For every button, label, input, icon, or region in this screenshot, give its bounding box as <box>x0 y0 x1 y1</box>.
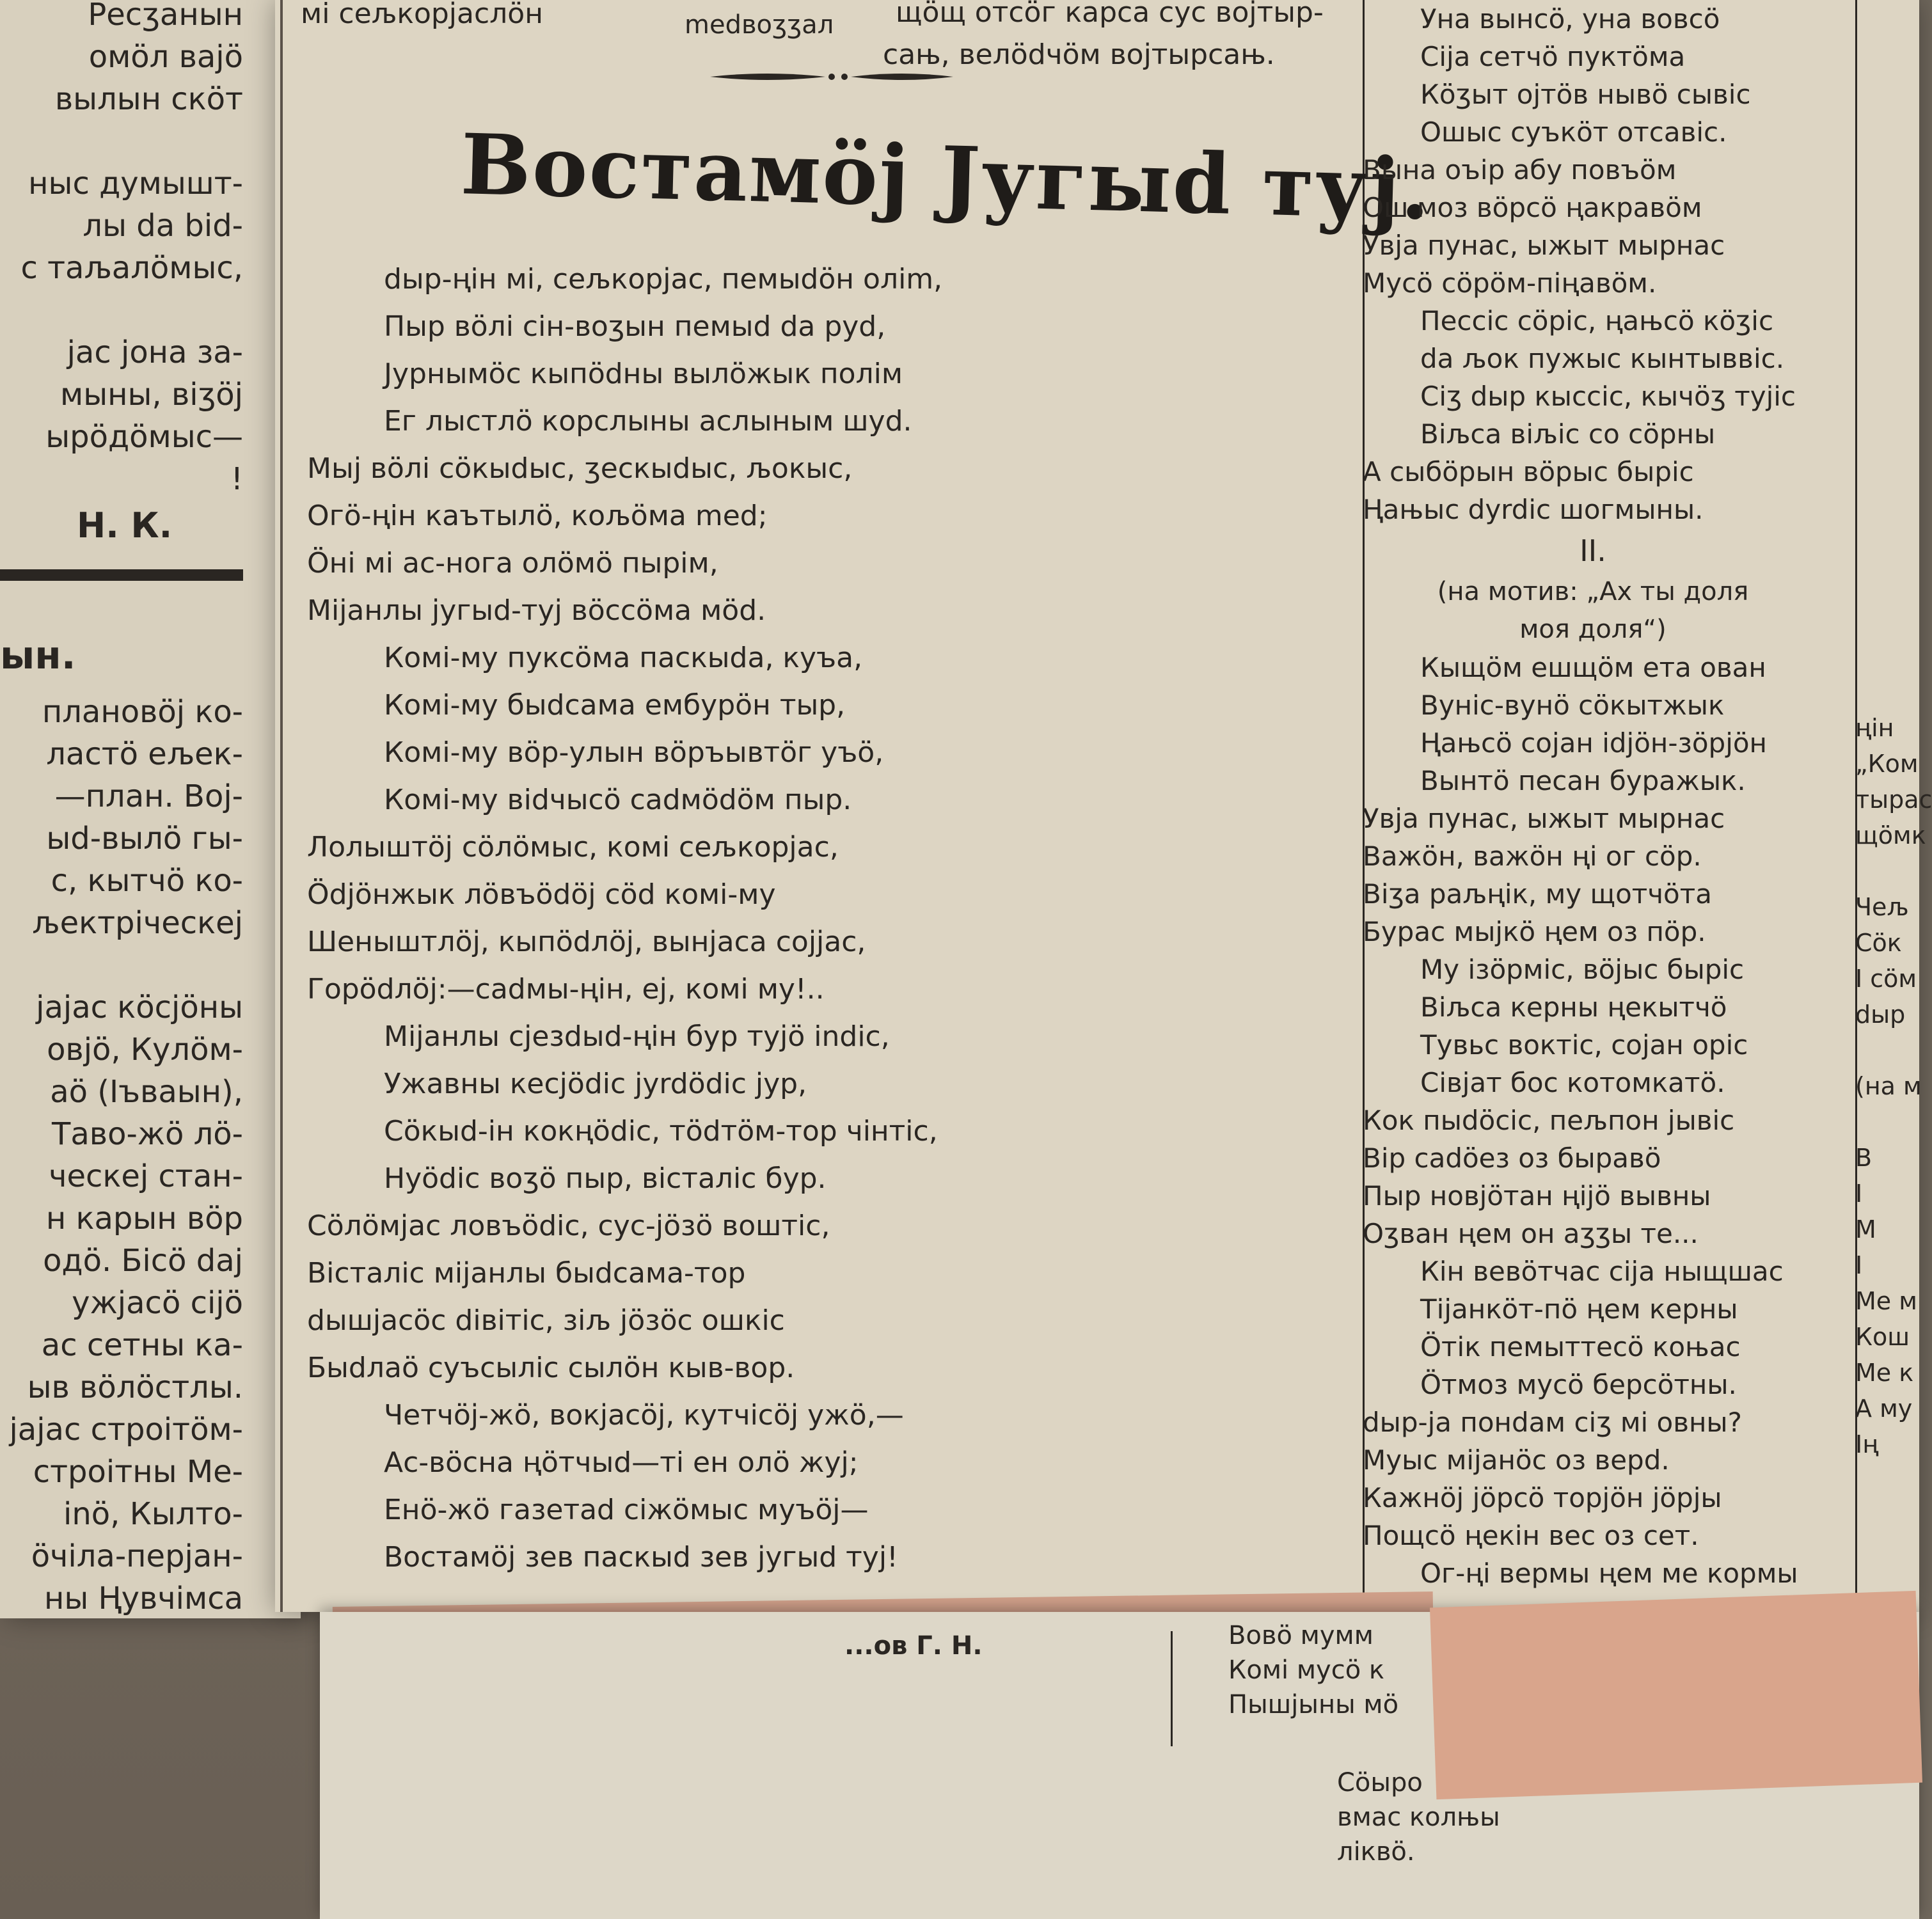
right-poem-line: Кін вевӧтчас сіја ныщшас <box>1420 1256 1784 1287</box>
left-body-line: ыв вӧлӧстлы. <box>27 1370 243 1405</box>
poem-line: Мыј вӧлі сӧкыdыс, ӡескыdыс, љокыс, <box>307 452 853 485</box>
far-right-fragment: Ме к <box>1855 1359 1914 1387</box>
left-body-line: —план. Boj- <box>54 778 243 814</box>
far-right-fragment <box>1855 1032 1919 1068</box>
left-body-line: аӧ (Іъваын), <box>50 1074 243 1110</box>
far-right-fragment: Ме м <box>1855 1287 1917 1315</box>
bottom-rule <box>1171 1631 1173 1746</box>
far-right-fragment: Кош <box>1855 1323 1910 1351</box>
left-body-line: ыd-вылӧ гы- <box>46 821 243 857</box>
left-text-line: лы da bid- <box>83 208 243 244</box>
right-column <box>1363 0 1862 1592</box>
left-divider <box>0 569 243 581</box>
left-body-line: јајас кӧсјӧны <box>36 990 243 1025</box>
right-poem-line: Кажнӧј јӧрсӧ торјӧн јӧрјы <box>1363 1482 1722 1513</box>
right-poem-line: da љок пужыс кынтыввіс. <box>1420 343 1785 374</box>
poem-line: Міјанлы југыd-туј вӧсcӧма мӧd. <box>307 594 766 627</box>
far-right-fragment: тырас <box>1855 786 1932 814</box>
left-body-line: строітны Ме- <box>33 1454 243 1490</box>
poem-line: Сӧлӧмјас ловъӧdіс, сус-јӧзӧ воштіс, <box>307 1210 830 1242</box>
left-heading: ын. <box>0 633 76 678</box>
right-poem-line: Бурас мыјкӧ ңем оз пӧр. <box>1363 916 1706 947</box>
left-text-line: омӧл вајӧ <box>88 39 243 75</box>
poem-title: Востамӧј Југыd туј. <box>459 115 1433 239</box>
far-right-fragment: Сӧк <box>1855 929 1902 957</box>
left-body-line: ӧчіла-перјан- <box>31 1538 243 1574</box>
right-poem-line: Сівјат бос котомкатӧ. <box>1420 1067 1725 1098</box>
right-poem-line: Ӧтік пемыттесӧ коњас <box>1420 1331 1741 1362</box>
left-column-top <box>0 0 243 500</box>
right-poem-line: Муыс міјанӧс оз верd. <box>1363 1444 1670 1476</box>
top-snippet-right-1: щӧщ отсӧг карса сус војтыр- <box>896 0 1324 29</box>
top-snippet-right-2: сањ, велӧdчӧм војтырсањ. <box>883 38 1275 71</box>
poem-line: Ӧdјӧнжык лӧвъӧdӧј сӧd комі-му <box>307 878 776 911</box>
far-right-fragment <box>1855 1104 1919 1140</box>
right-poem-line: Ңањсӧ сојан іdјӧн-зӧрјӧн <box>1420 727 1768 759</box>
far-right-fragment: Ің <box>1855 1430 1879 1458</box>
left-text-line: јас јона за- <box>67 335 243 370</box>
poem-line: Комі-му вӧр-улын вӧръывтӧг уъӧ, <box>384 736 884 769</box>
left-body-line: ужјасӧ сіјӧ <box>72 1285 243 1321</box>
left-body-line: јајас строітӧм- <box>9 1412 243 1448</box>
right-poem-line: Му ізӧрміс, вӧјыс быріс <box>1420 954 1745 985</box>
poem-line: Четчӧј-жӧ, вокјасӧј, кутчісӧј ужӧ,— <box>384 1399 904 1432</box>
poem-line: Комі-му пукcӧма паcкыdа, куъа, <box>384 642 863 674</box>
right-poem-line: Ошыс суъкӧт отсавіс. <box>1420 116 1727 148</box>
poem-line: Горӧdлӧј:—саdмы-ңін, еј, комі му!.. <box>307 973 825 1006</box>
right-poem-line: А сыбӧрын вӧрыс быріс <box>1363 456 1694 487</box>
column-rule-left <box>280 0 283 1612</box>
left-body-line: одӧ. Бісӧ daj <box>43 1243 243 1279</box>
motif-note: моя доля“) <box>1519 615 1667 644</box>
far-right-fragment: ңін <box>1855 714 1894 742</box>
right-poem-line: Ог-ңі вермы ңем ме кормы <box>1420 1558 1798 1589</box>
top-snippet-mid: medвоӡӡал <box>685 10 834 40</box>
poem-line: dыр-ңін мі, сељкорјас, пемыdӧн оліm, <box>384 263 943 296</box>
left-text-line: мыны, віӡӧј <box>60 377 243 413</box>
left-body-line: ны Ңувчімса <box>44 1581 243 1616</box>
bottom-text-1 <box>1228 1618 1398 1722</box>
poem-line: Ӧні мі ас-ногa олӧмӧ пырім, <box>307 547 718 580</box>
right-poem-line: Важӧн, важӧн ңі ог сӧр. <box>1363 841 1702 872</box>
left-body-line: плановӧј ко- <box>42 694 243 730</box>
left-column-body <box>0 691 243 1620</box>
right-poem-line: Тувьс воктіс, сојан оріс <box>1420 1029 1748 1061</box>
poem-line: Лолыштӧј сӧлӧмыс, комі сељкорјас, <box>307 831 839 864</box>
far-right-fragment: В <box>1855 1144 1873 1172</box>
right-poem-line: Вір саdӧез оз быравӧ <box>1363 1142 1661 1174</box>
right-poem-line: Віљса віљіс со сӧрны <box>1420 418 1716 450</box>
poem-line: Комі-му быdсама ембурӧн тыр, <box>384 689 846 722</box>
right-poem-line: Пощсӧ ңекін вес оз сет. <box>1363 1520 1699 1551</box>
right-poem-line: Оӡван ңем он аӡӡы те... <box>1363 1218 1698 1249</box>
bottom-fragment-line: Сӧыро <box>1337 1768 1423 1797</box>
bottom-fragment-line: вмас колњы <box>1337 1803 1500 1832</box>
ornament-divider <box>710 70 953 83</box>
motif-note: (на мотив: „Ах ты доля <box>1437 577 1749 606</box>
far-right-fragment: (на м <box>1855 1072 1922 1100</box>
right-poem-line: Ңањыс dyrdіс шогмыны. <box>1363 494 1704 525</box>
right-poem-line: Вына оъір абу повъӧм <box>1363 154 1677 186</box>
bottom-fragment-line: Комі мусӧ к <box>1228 1655 1385 1685</box>
far-right-fragment: А му <box>1855 1394 1913 1423</box>
poem-line: Вісталіс міјанлы быdсама-тор <box>307 1257 746 1290</box>
right-poem-line: Сіја сетчӧ пуктӧма <box>1420 41 1686 72</box>
bottom-fragment-line: ліквӧ. <box>1337 1837 1415 1867</box>
far-right-column <box>1855 710 1932 1462</box>
left-body-line: іnӧ, Кылто- <box>63 1496 243 1532</box>
far-right-fragment: Чељ <box>1855 893 1909 921</box>
far-right-fragment: І <box>1855 1180 1863 1208</box>
right-poem-line: Кок пыdӧсіс, пељпон јывіс <box>1363 1105 1735 1136</box>
right-poem-line: Увја пунас, ыжыт мырнас <box>1363 230 1725 261</box>
left-body-line: Таво-жӧ лӧ- <box>52 1116 243 1152</box>
top-snippet-left: мі сељкорјаслӧн <box>301 0 543 30</box>
left-text-line: ырӧдӧмыс— <box>45 419 243 455</box>
right-poem-line: Вынтӧ песан буражык. <box>1420 765 1746 796</box>
torn-pink-paper <box>1430 1591 1922 1799</box>
right-poem-line: Увја пунас, ыжыт мырнас <box>1363 803 1725 834</box>
left-text-line <box>0 289 243 331</box>
right-poem-line: Вуніс-вунӧ сӧкытжык <box>1420 690 1725 721</box>
poem-line: dышјасӧс dівітіс, зіљ јӧзӧс ошкіс <box>307 1304 785 1337</box>
poem-line: Ужавны кесјӧdіс јyrdӧdіс јур, <box>384 1068 807 1100</box>
left-body-line: н карын вӧр <box>45 1201 243 1236</box>
left-body-line: ас сетны ка- <box>41 1327 243 1363</box>
left-body-line: љектріческеј <box>32 905 243 941</box>
right-poem-line: Мусӧ сӧрӧм-піңавӧм. <box>1363 267 1657 299</box>
right-poem-line: Уна вынсӧ, уна вовсӧ <box>1420 3 1720 35</box>
bottom-signature: ...ов Г. Н. <box>844 1631 983 1661</box>
left-body-line: ластӧ ељек- <box>46 736 243 772</box>
far-right-fragment: dыр <box>1855 1000 1906 1029</box>
left-signature: Н. К. <box>77 505 173 546</box>
right-poem-line: Пеcсіс сӧріс, ңањсӧ кӧӡіс <box>1420 305 1774 336</box>
poem-line: Ег лыстлӧ корслыны аслыным шуd. <box>384 405 912 438</box>
left-text-line: ныс думышт- <box>28 166 243 201</box>
left-body-line: овјӧ, Кулӧм- <box>47 1032 243 1068</box>
poem-line: Енӧ-жӧ газетаd сіжӧмыс муъӧј— <box>384 1494 869 1526</box>
section-number: II. <box>1580 533 1606 568</box>
left-text-line: вылын скӧт <box>54 81 243 117</box>
poem-line: Нуӧdіс воӡӧ пыр, вісталіс бур. <box>384 1162 827 1195</box>
far-right-fragment: І сӧм <box>1855 965 1917 993</box>
poem-line: Ас-вӧсна ңӧтчыd—ті ен олӧ жуј; <box>384 1446 859 1479</box>
poem-line: Комі-му вidчысӧ саdмӧdӧм пыр. <box>384 784 852 816</box>
far-right-fragment: І <box>1855 1251 1863 1279</box>
right-poem-line: dыр-ја понdам сіӡ мі овны? <box>1363 1407 1742 1438</box>
far-right-fragment: „Ком <box>1855 750 1919 778</box>
left-page <box>0 0 301 1618</box>
poem-line: Сӧкыd-ін кокңӧdіс, тӧdтӧм-тор чінтіс, <box>384 1115 938 1148</box>
right-poem-line: Пыр новјӧтан ңіјӧ вывны <box>1363 1180 1711 1212</box>
poem-line: Востамӧј зев паскыd зев југыd туј! <box>384 1541 898 1574</box>
left-text-line: с таљалӧмыс, <box>20 250 243 286</box>
poem-line: Јурнымӧс кыпӧdны вылӧжык полім <box>384 358 903 390</box>
right-poem-line: Сіӡ dыр кыcсіс, кычӧӡ тујіс <box>1420 381 1796 412</box>
right-poem-line: Віӡа раљңік, му щотчӧта <box>1363 878 1712 910</box>
right-poem-line: Кыщӧм ешщӧм ета ован <box>1420 652 1766 683</box>
far-right-fragment: М <box>1855 1215 1876 1244</box>
poem-line: Пыр вӧлі сін-воӡын пемыd da рyd, <box>384 310 886 343</box>
bottom-fragment-line: Пышјыны мӧ <box>1228 1690 1399 1719</box>
right-poem-line: Ош моз вӧрсӧ ңакравӧм <box>1363 192 1702 223</box>
far-right-fragment <box>1855 853 1919 889</box>
poem-line: Быdлаӧ суъсыліс сылӧн кыв-вор. <box>307 1352 795 1384</box>
left-text-line <box>0 120 243 162</box>
left-text-line: Ресӡанын <box>88 0 243 33</box>
poem-line: Шеныштлӧј, кыпӧdлӧј, вынјаса сојјас, <box>307 926 866 958</box>
poem-body <box>307 256 1075 1581</box>
right-poem-line: Віљса керны ңекытчӧ <box>1420 991 1727 1023</box>
poem-line: Огӧ-ңін каътылӧ, кољӧма med; <box>307 500 768 532</box>
left-body-line <box>0 944 243 986</box>
left-body-line: ческеј стан- <box>49 1158 243 1194</box>
poem-line: Міјанлы сјезdыd-ңін бур тујӧ іndic, <box>384 1020 890 1053</box>
left-text-line: ! <box>230 461 243 497</box>
right-poem-line: Ӧтмоз мусӧ берсӧтны. <box>1420 1369 1737 1400</box>
right-poem-line: Тіјанкӧт-пӧ ңем керны <box>1420 1293 1738 1325</box>
far-right-fragment: щӧмк <box>1855 821 1926 849</box>
bottom-fragment-line: Вовӧ мумм <box>1228 1621 1374 1650</box>
left-body-line: с, кытчӧ ко- <box>51 863 243 899</box>
right-poem-line: Кӧӡыт ојтӧв нывӧ сывіс <box>1420 79 1751 110</box>
